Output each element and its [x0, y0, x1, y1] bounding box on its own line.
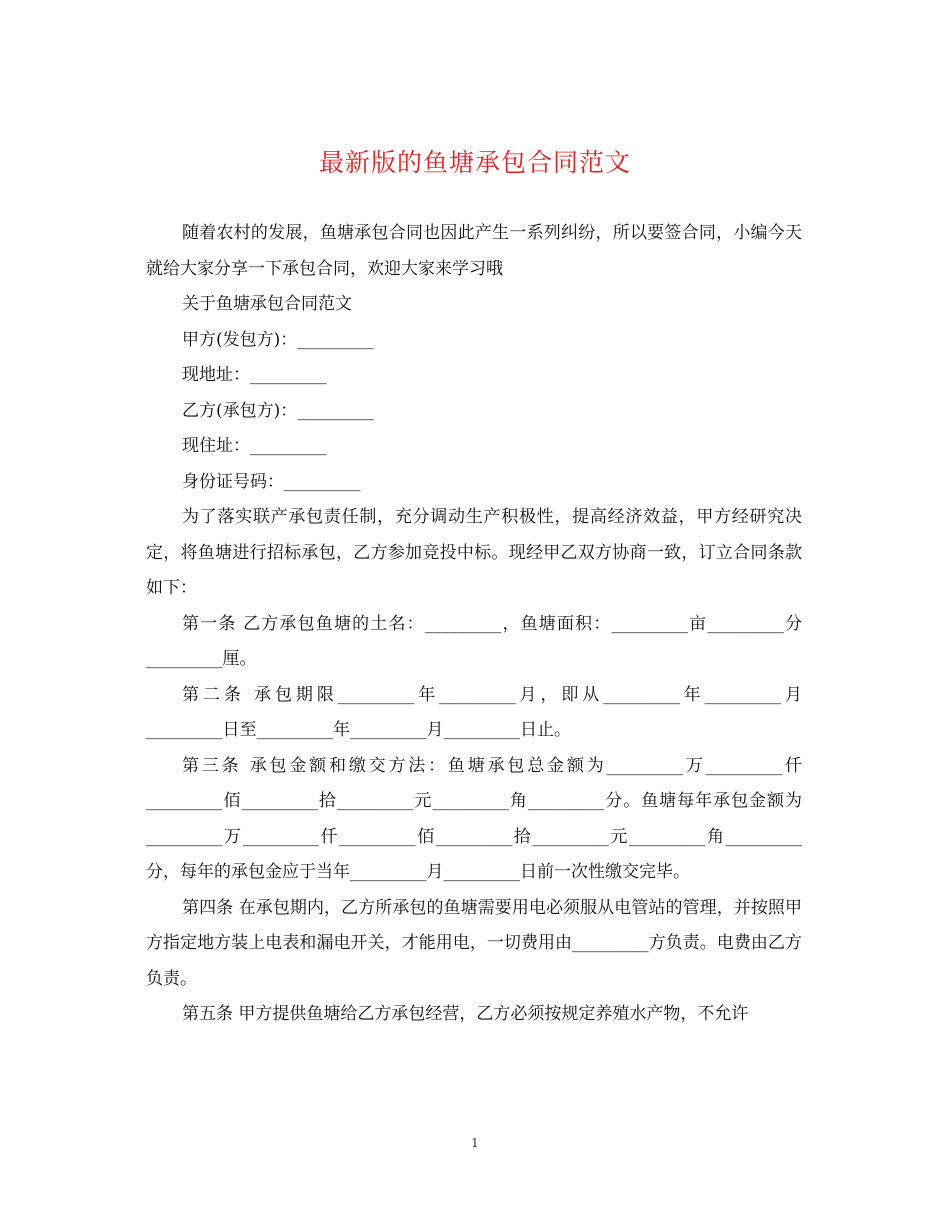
paragraph-preamble: 为了落实联产承包责任制，充分调动生产积极性，提高经济效益，甲方经研究决定，将鱼塘进行招标承包，乙方参加竞投中标。现经甲乙双方协商一致，订立合同条款如下： [146, 507, 802, 598]
clause-1: 第一条 乙方承包鱼塘的土名：_________，鱼塘面积：_________亩_________分_________厘。 [146, 613, 802, 669]
clause-4: 第四条 在承包期内，乙方所承包的鱼塘需要用电必须服从电管站的管理，并按照甲方指定地方装上电表和漏电开关，才能用电，一切费用由_________方负责。电费由乙方负责。 [146, 897, 802, 989]
clause-3: 第三条 承包金额和缴交方法：鱼塘承包总金额为_________万_________仟_________佰_________拾_________元_________角_________分。鱼塘每年承包金额为_________万_________仟_________佰_________拾_________元_________角_________分，每年的承包金应于当年_________月_________日前一次性缴交完毕。 [146, 755, 802, 882]
field-party-b: 乙方(承包方)：_________ [182, 400, 374, 421]
clause-5: 第五条 甲方提供鱼塘给乙方承包经营，乙方必须按规定养殖水产物，不允许 [182, 1004, 749, 1024]
field-id-number: 身份证号码：_________ [182, 471, 361, 492]
document-title: 最新版的鱼塘承包合同范文 [318, 148, 631, 177]
field-party-a: 甲方(发包方)：_________ [182, 329, 374, 350]
paragraph-heading: 关于鱼塘承包合同范文 [182, 294, 352, 314]
field-party-a-address: 现地址：_________ [182, 365, 327, 385]
page-number: 1 [471, 1136, 479, 1150]
paragraph-intro: 随着农村的发展，鱼塘承包合同也因此产生一系列纠纷，所以要签合同，小编今天就给大家分享一下承包合同，欢迎大家来学习哦 [146, 223, 802, 279]
document-body [146, 216, 802, 1033]
clause-2: 第二条 承包期限_________年_________月，即从_________年_________月_________日至_________年_________月_________日止。 [146, 684, 802, 740]
field-party-b-address: 现住址：_________ [182, 436, 327, 456]
